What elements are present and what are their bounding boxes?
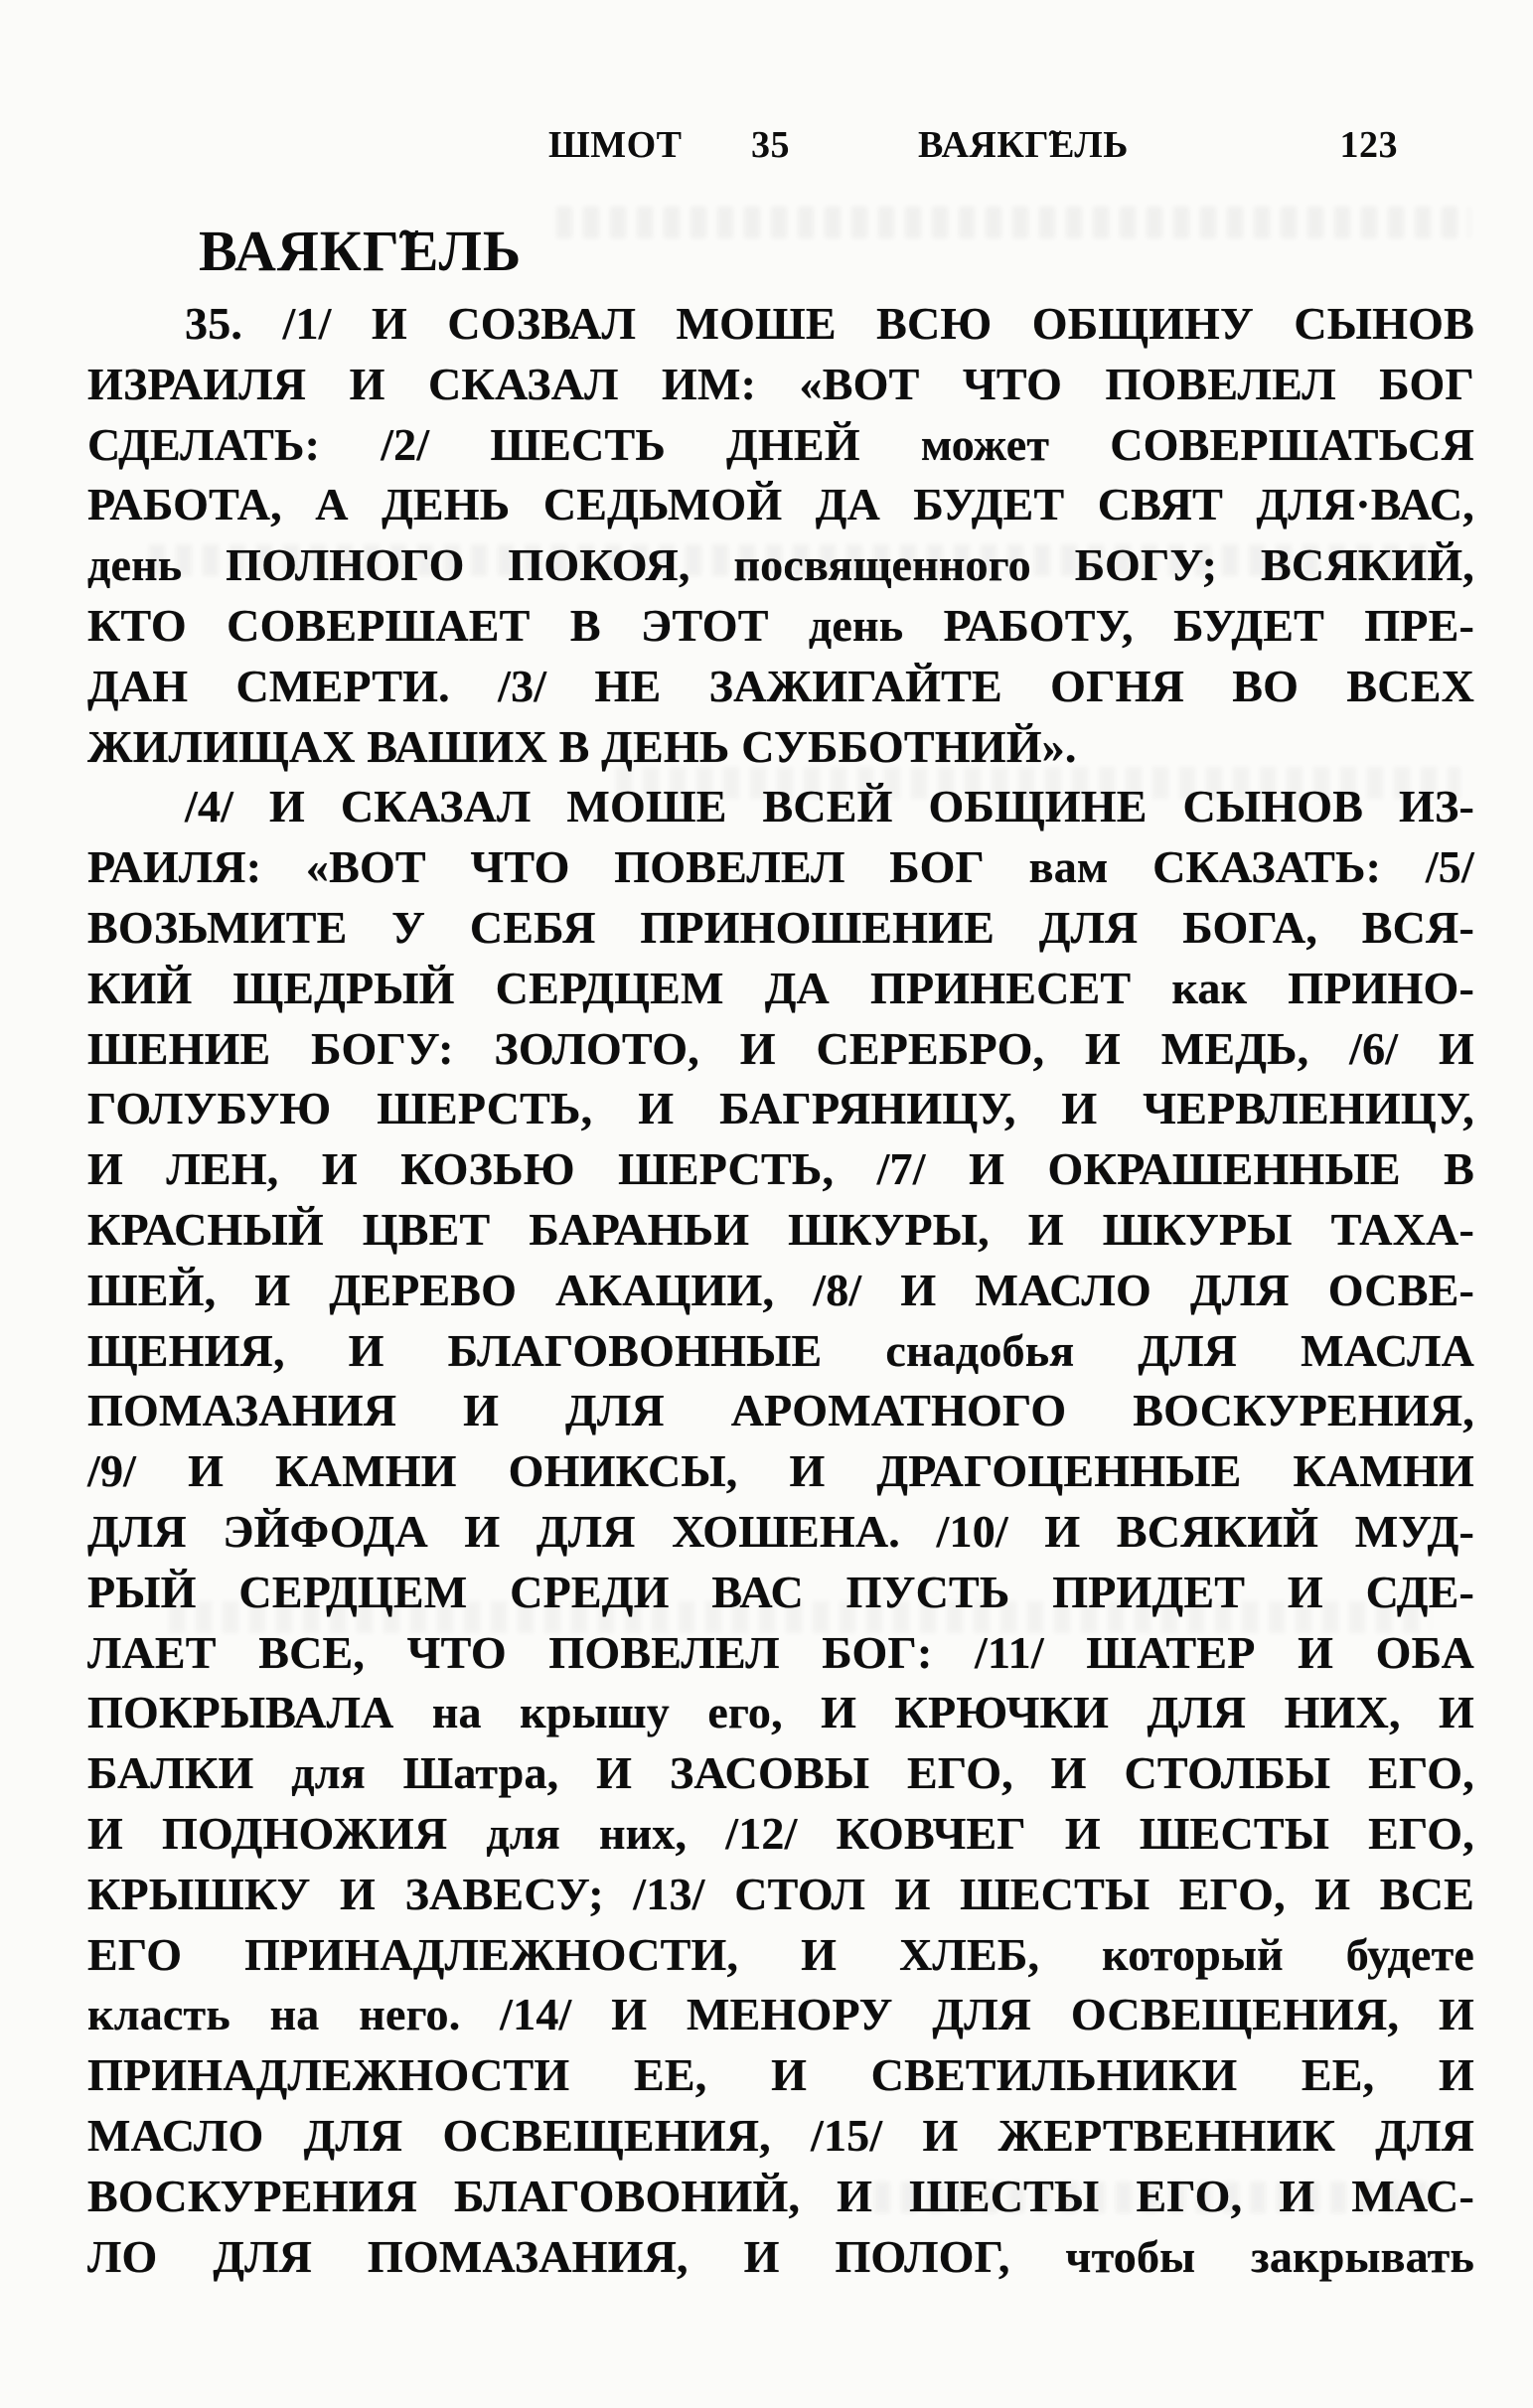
text-line: ЩЕНИЯ, И БЛАГОВОННЫЕ снадобья ДЛЯ МАСЛА — [87, 1324, 1474, 1376]
text-line: МАСЛО ДЛЯ ОСВЕЩЕНИЯ, /15/ И ЖЕРТВЕННИК ДЛЯ — [87, 2109, 1474, 2161]
text-line: ШЕНИЕ БОГУ: ЗОЛОТО, И СЕРЕБРО, И МЕДЬ, /6/ И — [87, 1022, 1474, 1074]
text-line: 35. /1/ И СОЗВАЛ МОШЕ ВСЮ ОБЩИНУ СЫНОВ — [185, 298, 1474, 349]
text-line: класть на него. /14/ И МЕНОРУ ДЛЯ ОСВЕЩЕНИЯ, И — [87, 1989, 1474, 2040]
text-line: ЖИЛИЩАХ ВАШИХ В ДЕНЬ СУББОТНИЙ». — [87, 720, 1077, 772]
text-line: ПОКРЫВАЛА на крышу его, И КРЮЧКИ ДЛЯ НИХ, И — [87, 1687, 1474, 1738]
running-header — [0, 121, 1533, 169]
text-line: ВОЗЬМИТЕ У СЕБЯ ПРИНОШЕНИЕ ДЛЯ БОГА, ВСЯ- — [87, 901, 1474, 953]
text-line: РАИЛЯ: «ВОТ ЧТО ПОВЕЛЕЛ БОГ вам СКАЗАТЬ: /5/ — [87, 841, 1474, 893]
text-line: ИЗРАИЛЯ И СКАЗАЛ ИМ: «ВОТ ЧТО ПОВЕЛЕЛ БОГ — [87, 358, 1474, 409]
text-line: ГОЛУБУЮ ШЕРСТЬ, И БАГРЯНИЦУ, И ЧЕРВЛЕНИЦУ, — [87, 1083, 1474, 1134]
text-line: ПРИНАДЛЕЖНОСТИ ЕЕ, И СВЕТИЛЬНИКИ ЕЕ, И — [87, 2049, 1474, 2101]
text-line: ДЛЯ ЭЙФОДА И ДЛЯ ХОШЕНА. /10/ И ВСЯКИЙ МУД- — [87, 1505, 1474, 1557]
text-line: КТО СОВЕРШАЕТ В ЭТОТ день РАБОТУ, БУДЕТ ПРЕ- — [87, 599, 1474, 651]
text-line: ПОМАЗАНИЯ И ДЛЯ АРОМАТНОГО ВОСКУРЕНИЯ, — [87, 1385, 1474, 1436]
text-line: И ПОДНОЖИЯ для них, /12/ КОВЧЕГ И ШЕСТЫ ЕГО, — [87, 1807, 1474, 1859]
text-line: /4/ И СКАЗАЛ МОШЕ ВСЕЙ ОБЩИНЕ СЫНОВ ИЗ- — [185, 781, 1474, 832]
text-line: ДАН СМЕРТИ. /3/ НЕ ЗАЖИГАЙТЕ ОГНЯ ВО ВСЕХ — [87, 660, 1474, 711]
text-line: КРЫШКУ И ЗАВЕСУ; /13/ СТОЛ И ШЕСТЫ ЕГО, И ВСЕ — [87, 1868, 1474, 1919]
text-line: ЕГО ПРИНАДЛЕЖНОСТИ, И ХЛЕБ, который будете — [87, 1928, 1474, 1980]
running-header-chapter-number: 35 — [751, 124, 790, 166]
text-line: КИЙ ЩЕДРЫЙ СЕРДЦЕМ ДА ПРИНЕСЕТ как ПРИНО- — [87, 962, 1474, 1013]
text-line: РАБОТА, А ДЕНЬ СЕДЬМОЙ ДА БУДЕТ СВЯТ ДЛЯ·ВАС, — [87, 479, 1474, 530]
page-number: 123 — [1339, 124, 1398, 166]
text-line: день ПОЛНОГО ПОКОЯ, посвященного БОГУ; ВСЯКИЙ, — [87, 539, 1474, 591]
text-line: КРАСНЫЙ ЦВЕТ БАРАНЬИ ШКУРЫ, И ШКУРЫ ТАХА- — [87, 1203, 1474, 1255]
text-line: ВОСКУРЕНИЯ БЛАГОВОНИЙ, И ШЕСТЫ ЕГО, И МАС- — [87, 2170, 1474, 2221]
text-line: ШЕЙ, И ДЕРЕВО АКАЦИИ, /8/ И МАСЛО ДЛЯ ОСВЕ- — [87, 1264, 1474, 1315]
running-header-parsha-name: ВАЯКГ̃ЕЛЬ — [918, 124, 1129, 166]
text-line: СДЕЛАТЬ: /2/ ШЕСТЬ ДНЕЙ может СОВЕРШАТЬСЯ — [87, 418, 1474, 470]
show-through-artifact — [556, 207, 1470, 238]
text-line: БАЛКИ для Шатра, И ЗАСОВЫ ЕГО, И СТОЛБЫ ЕГО, — [87, 1747, 1474, 1799]
section-title: ВАЯКГ̃ЕЛЬ — [199, 219, 523, 283]
body-text-block — [87, 294, 1474, 2287]
text-line: И ЛЕН, И КОЗЬЮ ШЕРСТЬ, /7/ И ОКРАШЕННЫЕ В — [87, 1143, 1474, 1195]
text-line: ЛАЕТ ВСЕ, ЧТО ПОВЕЛЕЛ БОГ: /11/ ШАТЕР И ОБА — [87, 1626, 1474, 1678]
text-line: /9/ И КАМНИ ОНИКСЫ, И ДРАГОЦЕННЫЕ КАМНИ — [87, 1445, 1474, 1497]
text-line: РЫЙ СЕРДЦЕМ СРЕДИ ВАС ПУСТЬ ПРИДЕТ И СДЕ- — [87, 1566, 1474, 1617]
text-line: ЛО ДЛЯ ПОМАЗАНИЯ, И ПОЛОГ, чтобы закрывать — [87, 2230, 1474, 2282]
running-header-book-title: ШМОТ — [548, 124, 683, 166]
